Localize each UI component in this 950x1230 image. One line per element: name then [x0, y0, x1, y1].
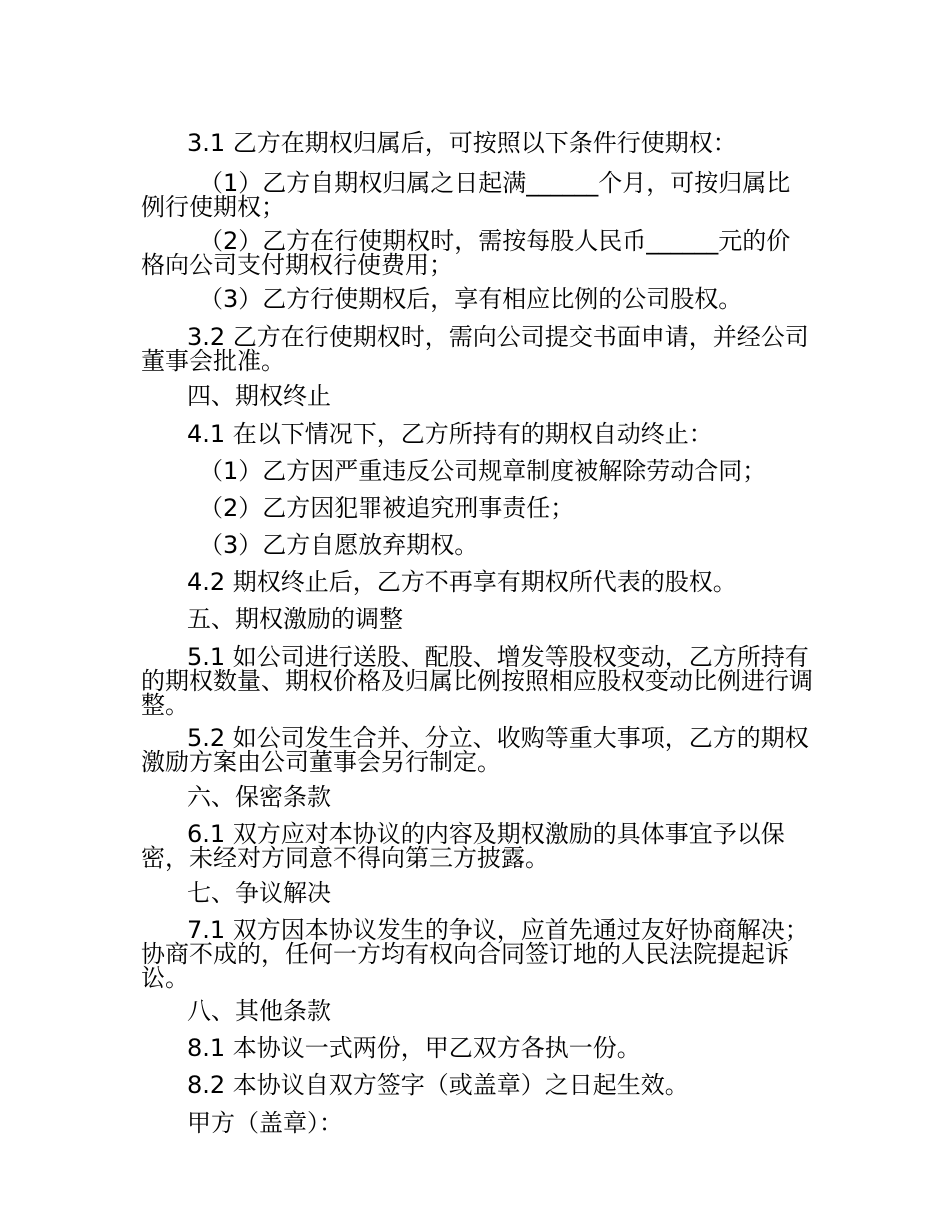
party-a-seal-line: 甲方（盖章）： [187, 1109, 343, 1137]
clause-8-1: 8.1 本协议一式两份，甲乙双方各执一份。 [187, 1034, 641, 1062]
clause-3-1-item-3: （3）乙方行使期权后，享有相应比例的公司股权。 [199, 285, 743, 313]
clause-5-2: 5.2 如公司发生合并、分立、收购等重大事项，乙方的期权激励方案由公司董事会另行制定。 [141, 724, 809, 776]
section-heading-7: 七、争议解决 [187, 879, 331, 907]
clause-4-1-item-2: （2）乙方因犯罪被追究刑事责任； [199, 494, 575, 522]
clause-3-1: 3.1 乙方在期权归属后，可按照以下条件行使期权： [187, 129, 737, 157]
clause-8-2: 8.2 本协议自双方签字（或盖章）之日起生效。 [187, 1071, 689, 1099]
clause-4-1: 4.1 在以下情况下，乙方所持有的期权自动终止： [187, 420, 713, 448]
section-heading-6: 六、保密条款 [187, 783, 331, 811]
clause-3-2: 3.2 乙方在行使期权时，需向公司提交书面申请，并经公司董事会批准。 [141, 323, 809, 375]
clause-4-1-item-1: （1）乙方因严重违反公司规章制度被解除劳动合同； [199, 457, 767, 485]
clause-4-2: 4.2 期权终止后，乙方不再享有期权所代表的股权。 [187, 568, 737, 596]
clause-4-1-item-3: （3）乙方自愿放弃期权。 [199, 531, 479, 559]
clause-6-1: 6.1 双方应对本协议的内容及期权激励的具体事宜予以保密，未经对方同意不得向第三方披露。 [141, 820, 785, 872]
section-heading-4: 四、期权终止 [187, 382, 331, 410]
clause-3-1-item-2: （2）乙方在行使期权时，需按每股人民币______元的价格向公司支付期权行使费用； [141, 227, 791, 279]
clause-5-1: 5.1 如公司进行送股、配股、增发等股权变动，乙方所持有的期权数量、期权价格及归属比例按照相应股权变动比例进行调整。 [141, 643, 813, 719]
section-heading-5: 五、期权激励的调整 [187, 605, 403, 633]
clause-3-1-item-1: （1）乙方自期权归属之日起满______个月，可按归属比例行使期权； [141, 169, 791, 221]
section-heading-8: 八、其他条款 [187, 997, 331, 1025]
clause-7-1: 7.1 双方因本协议发生的争议，应首先通过友好协商解决；协商不成的，任何一方均有权向合同签订地的人民法院提起诉讼。 [141, 916, 809, 992]
